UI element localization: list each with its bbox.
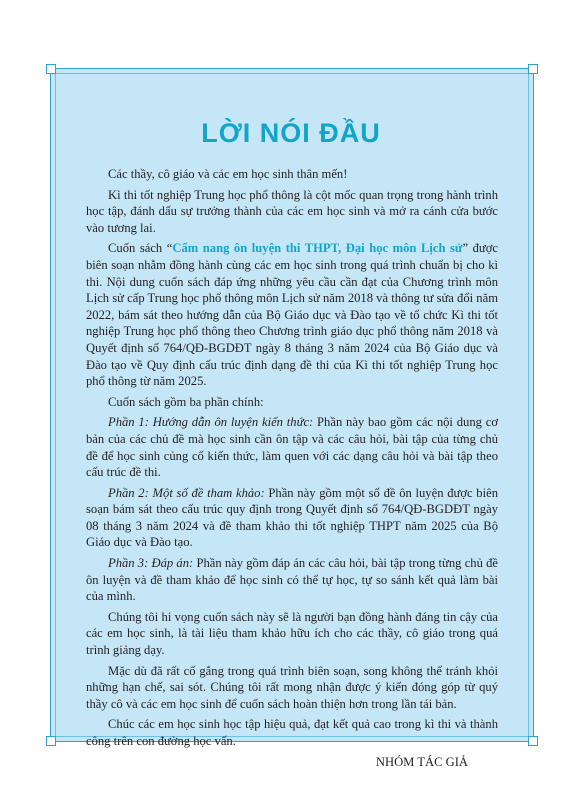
greeting: Các thầy, cô giáo và các em học sinh thân mến! [108, 167, 348, 181]
corner-ornament [528, 736, 538, 746]
part-1-label: Phần 1: Hướng dẫn ôn luyện kiến thức: [108, 415, 314, 430]
corner-ornament [46, 64, 56, 74]
part-2 [86, 485, 498, 551]
book-suffix: ” được biên soạn nhằm đồng hành cùng các em học sinh trong quá trình chuẩn bị cho kì thi. Nội dung cuốn sách đáp ứng những yêu cầu cần đạt của Chương trình môn Lịch sử cấp Trung học phổ thông môn Lịch sử năm 2018 và thông tư sửa đổi năm 2022, bám sát theo hướng dẫn của Bộ Giáo dục và Đào tạo về tổ chức Kì thi tốt nghiệp Trung học phổ thông theo Chương trình giáo dục phổ thông năm 2018 và Quyết định số 764/QĐ-BGDĐT ngày 8 tháng 3 năm 2024 của Bộ Giáo dục và Đào tạo về Quy định cấu trúc định dạng đề thi của Kì thi tốt nghiệp Trung học phổ thông từ năm 2025. [86, 241, 498, 389]
book-name: Cẩm nang ôn luyện thi THPT, Đại học môn Lịch sử [172, 241, 463, 256]
paragraph-book [86, 240, 498, 389]
paragraph-hope: Chúng tôi hi vọng cuốn sách này sẽ là người bạn đồng hành đáng tin cậy của các em học sinh, là tài liệu tham khảo hữu ích cho các thầy, cô giáo trong quá trình giảng dạy. [86, 609, 498, 658]
preface-body [86, 166, 498, 774]
part-1-text: Phần này bao gồm các nội dung cơ bản của các chủ đề mà học sinh cần ôn tập và các câu hỏi, bài tập của từng chủ đề để học sinh củng cố kiến thức, làm quen với các dạng câu hỏi và bài tập theo cấu trúc đề thi. [86, 415, 498, 480]
paragraph-intro: Kì thi tốt nghiệp Trung học phổ thông là cột mốc quan trọng trong hành trình học tập, đánh dấu sự trưởng thành của các em học sinh và mở ra cánh cửa bước vào tương lai. [86, 187, 498, 235]
part-3 [86, 555, 498, 605]
part-3-text: Phần này gồm đáp án các câu hỏi, bài tập trong từng chủ đề ôn luyện và đề tham khảo để học sinh có thể tự học, tự so sánh kết quả làm bài của mình. [86, 556, 498, 604]
paragraph-effort: Mặc dù đã rất cố gắng trong quá trình biên soạn, song không thể tránh khỏi những hạn chế, sai sót. Chúng tôi rất mong nhận được ý kiến đóng góp từ quý thầy cô và các em học sinh để cuốn sách hoàn thiện hơn trong lần tái bản. [86, 663, 498, 711]
part-2-label: Phần 2: Một số đề tham khảo: [108, 485, 265, 500]
paragraph-wish: Chúc các em học sinh học tập hiệu quả, đạt kết quả cao trong kì thi và thành công trên con đường học vấn. [86, 717, 498, 748]
part-2-text: Phần này gồm một số đề ôn luyện được biên soạn bám sát theo cấu trúc quy định trong Quyết định số 764/QĐ-BGDĐT ngày 08 tháng 3 năm 2024 và đề tham khảo thi tốt nghiệp THPT năm 2025 của Bộ Giáo dục và Đào tạo. [86, 485, 498, 550]
book-prefix: Cuốn sách “ [108, 241, 173, 256]
parts-intro: Cuốn sách gồm ba phần chính: [108, 394, 264, 409]
corner-ornament [528, 64, 538, 74]
part-3-label: Phần 3: Đáp án: [108, 556, 194, 571]
page-title: LỜI NÓI ĐẦU [201, 118, 381, 148]
part-1 [86, 414, 498, 480]
signature: NHÓM TÁC GIẢ [375, 754, 468, 769]
corner-ornament [46, 736, 56, 746]
